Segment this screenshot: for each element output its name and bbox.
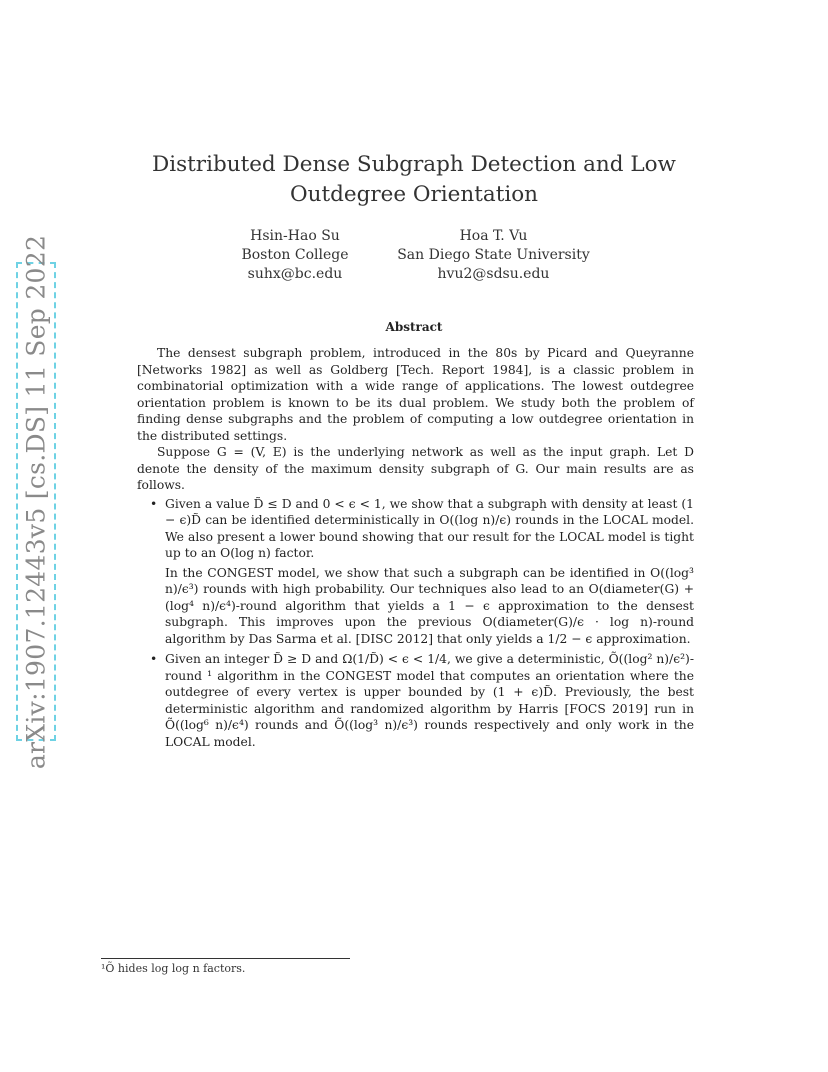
abstract-heading: Abstract bbox=[385, 320, 443, 334]
footnote: ¹Õ hides log log n factors. bbox=[101, 962, 246, 975]
result-1-continuation: In the CONGEST model, we show that such a subgraph can be identified in O((log³ n)/ϵ³) rounds with high probability. Our techniques also lead to an O(diameter(G) + (log⁴ n)/ϵ⁴)-round algorithm that yields a 1 − ϵ approximation to the densest subgraph. This improves upon the previous O(diameter(G)/ϵ · log n)-round algorithm by Das Sarma et al. [DISC 2012] that only yields a 1/2 − ϵ approximation. bbox=[165, 565, 694, 646]
author-name: Hsin-Hao Su bbox=[250, 228, 340, 244]
author-email: suhx@bc.edu bbox=[247, 266, 343, 282]
author-affiliation: Boston College bbox=[241, 247, 349, 263]
result-item-2 bbox=[165, 651, 694, 750]
result-2-text: Given an integer D̃ ≥ D and Ω(1/D̃) < ϵ < 1/4, we give a deterministic, Õ((log² n)/ϵ²)-round ¹ algorithm in the CONGEST model that computes an orientation where the outdegree of every vertex is upper bounded by (1 + ϵ)D̃. Previously, the best deterministic algorithm and randomized algorithm by Harris [FOCS 2019] run in Õ((log⁶ n)/ϵ⁴) rounds and Õ((log³ n)/ϵ³) rounds respectively and only work in the LOCAL model. bbox=[165, 652, 694, 749]
arxiv-watermark: arXiv:1907.12443v5 [cs.DS] 11 Sep 2022 bbox=[21, 234, 51, 769]
abstract-paragraph-2: Suppose G = (V, E) is the underlying network as well as the input graph. Let D denote the density of the maximum density subgraph of G. Our main results are as follows. bbox=[137, 445, 694, 492]
abstract-body bbox=[137, 345, 694, 754]
author-email: hvu2@sdsu.edu bbox=[437, 266, 550, 282]
paper-title: Distributed Dense Subgraph Detection and Low Outdegree Orientation bbox=[152, 152, 676, 207]
footnote-rule bbox=[101, 958, 350, 959]
results-list bbox=[137, 496, 694, 751]
result-1-text: Given a value D̃ ≤ D and 0 < ϵ < 1, we show that a subgraph with density at least (1 − ϵ)D̃ can be identified deterministically in O((log n)/ϵ) rounds in the LOCAL model. We also present a lower bound showing that our result for the LOCAL model is tight up to an O(log n) factor. bbox=[165, 496, 694, 560]
result-item-1 bbox=[165, 496, 694, 648]
abstract-paragraph-1: The densest subgraph problem, introduced in the 80s by Picard and Queyranne [Networks 1982] as well as Goldberg [Tech. Report 1984], is a classic problem in combinatorial optimization with a wide range of applications. The lowest outdegree orientation problem is known to be its dual problem. We study both the problem of finding dense subgraphs and the problem of computing a low outdegree orientation in the distributed settings. bbox=[137, 346, 694, 443]
author-affiliation: San Diego State University bbox=[397, 247, 590, 263]
author-1 bbox=[225, 227, 365, 284]
author-name: Hoa T. Vu bbox=[459, 228, 528, 244]
author-2 bbox=[390, 227, 597, 284]
